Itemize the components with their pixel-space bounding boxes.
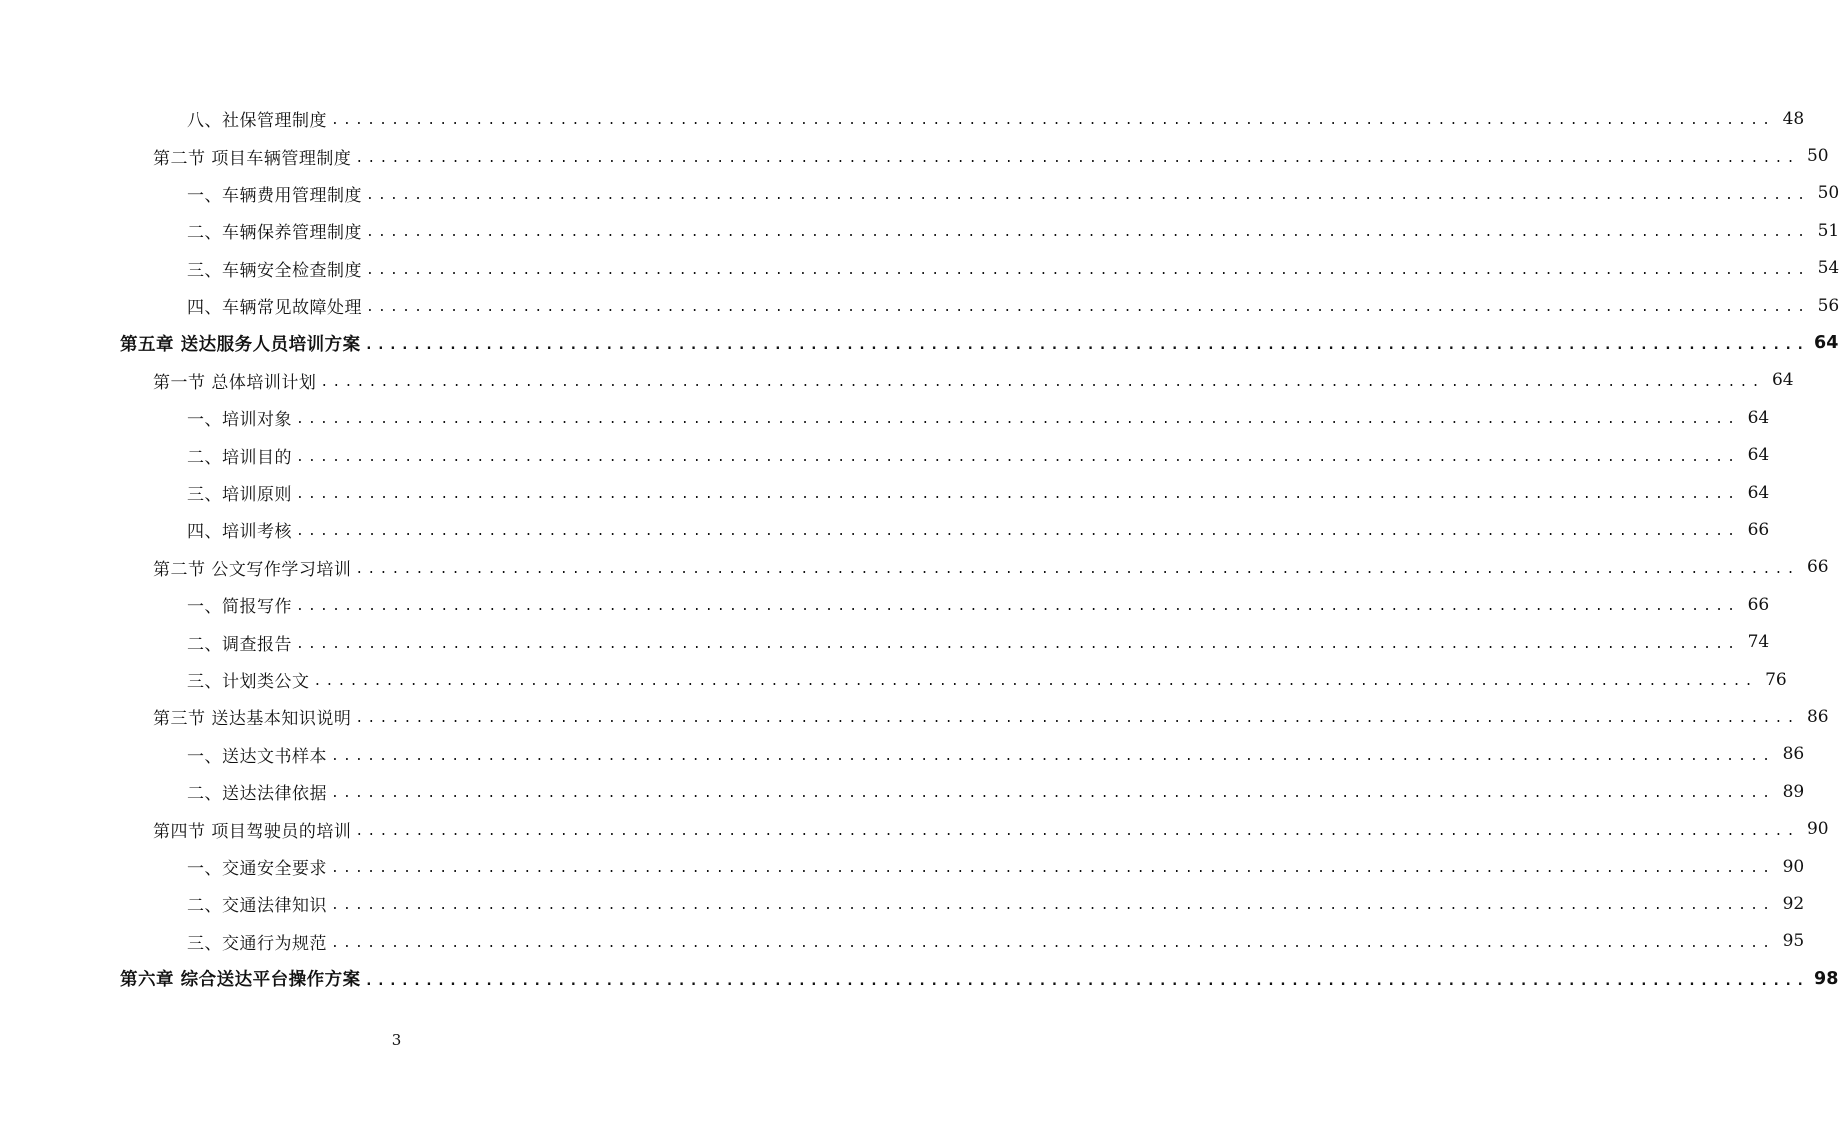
toc-entry-title: 三、车辆安全检查制度	[187, 260, 362, 281]
toc-dot-leader: ........................................................................................................................	[313, 674, 1757, 690]
toc-item-entry[interactable]	[0, 623, 1770, 660]
toc-section-entry[interactable]	[0, 549, 1829, 586]
toc-item-entry[interactable]	[0, 437, 1770, 474]
toc-dot-leader: ........................................................................................................................	[364, 972, 1809, 989]
toc-entry-title: 二、培训目的	[187, 447, 292, 468]
table-of-contents	[0, 100, 1839, 997]
toc-entry-title: 一、车辆费用管理制度	[187, 185, 362, 206]
toc-dot-leader: ........................................................................................................................	[331, 898, 1775, 914]
toc-entry-title: 一、送达文书样本	[187, 746, 327, 767]
toc-entry-title: 第三节 送达基本知识说明	[153, 709, 352, 730]
toc-entry-title: 三、培训原则	[187, 485, 292, 506]
toc-entry-title: 四、培训考核	[187, 522, 292, 543]
toc-item-entry[interactable]	[0, 923, 1805, 960]
toc-dot-leader: ........................................................................................................................	[366, 300, 1810, 316]
toc-entry-title: 第四节 项目驾驶员的培训	[153, 821, 352, 842]
toc-entry-page: 50	[1806, 146, 1829, 167]
toc-entry-title: 三、交通行为规范	[187, 933, 327, 954]
toc-dot-leader: ........................................................................................................................	[296, 412, 1740, 428]
toc-entry-page: 90	[1782, 856, 1805, 877]
toc-dot-leader: ........................................................................................................................	[355, 711, 1799, 727]
toc-dot-leader: ........................................................................................................................	[366, 187, 1810, 203]
toc-section-entry[interactable]	[0, 362, 1794, 399]
toc-entry-title: 二、送达法律依据	[187, 784, 327, 805]
toc-item-entry[interactable]	[0, 885, 1805, 922]
toc-item-entry[interactable]	[0, 773, 1805, 810]
toc-item-entry[interactable]	[0, 736, 1805, 773]
toc-dot-leader: ........................................................................................................................	[331, 935, 1775, 951]
toc-dot-leader: ........................................................................................................................	[331, 113, 1775, 129]
toc-chapter-entry[interactable]	[0, 324, 1839, 361]
toc-entry-title: 一、交通安全要求	[187, 859, 327, 879]
toc-entry-page: 48	[1782, 108, 1805, 129]
toc-entry-title: 第五章 送达服务人员培训方案	[120, 334, 361, 355]
toc-entry-page: 90	[1806, 819, 1829, 840]
toc-entry-page: 92	[1782, 893, 1805, 914]
toc-entry-page: 74	[1747, 632, 1770, 653]
toc-entry-page: 66	[1747, 594, 1770, 615]
toc-entry-title: 一、培训对象	[187, 410, 292, 431]
toc-entry-page: 86	[1782, 744, 1805, 765]
toc-entry-page: 89	[1782, 781, 1805, 802]
toc-dot-leader: ........................................................................................................................	[296, 636, 1740, 652]
toc-entry-title: 二、调查报告	[187, 634, 292, 655]
toc-entry-page: 86	[1806, 706, 1829, 727]
toc-entry-title: 第一节 总体培训计划	[153, 372, 317, 393]
toc-entry-title: 第二节 公文写作学习培训	[153, 559, 352, 580]
toc-entry-page: 64	[1747, 482, 1770, 503]
toc-item-entry[interactable]	[0, 848, 1805, 885]
toc-entry-page: 66	[1747, 519, 1770, 540]
toc-item-entry[interactable]	[0, 100, 1805, 137]
toc-entry-page: 98	[1814, 968, 1839, 989]
toc-entry-title: 二、交通法律知识	[187, 896, 327, 917]
toc-section-entry[interactable]	[0, 810, 1829, 847]
toc-entry-page: 64	[1747, 445, 1770, 466]
toc-chapter-entry[interactable]	[0, 960, 1839, 997]
toc-item-entry[interactable]	[0, 175, 1839, 212]
toc-entry-title: 第二节 项目车辆管理制度	[153, 148, 352, 169]
toc-dot-leader: ........................................................................................................................	[364, 337, 1809, 354]
toc-section-entry[interactable]	[0, 698, 1829, 735]
toc-entry-page: 76	[1765, 669, 1787, 690]
toc-item-entry[interactable]	[0, 511, 1770, 548]
toc-dot-leader: ........................................................................................................................	[296, 524, 1740, 540]
toc-entry-title: 八、社保管理制度	[187, 111, 327, 132]
toc-entry-page: 50	[1817, 183, 1839, 204]
toc-entry-page: 95	[1782, 931, 1805, 952]
toc-item-entry[interactable]	[0, 212, 1839, 249]
toc-dot-leader: ........................................................................................................................	[355, 823, 1799, 839]
toc-entry-page: 54	[1817, 258, 1839, 279]
toc-dot-leader: ........................................................................................................................	[355, 150, 1799, 166]
toc-item-entry[interactable]	[0, 474, 1770, 511]
page-number: 3	[391, 1031, 402, 1049]
toc-entry-page: 56	[1817, 295, 1839, 316]
toc-dot-leader: ........................................................................................................................	[331, 748, 1775, 764]
toc-dot-leader: ........................................................................................................................	[331, 861, 1775, 876]
toc-item-entry[interactable]	[0, 250, 1839, 287]
toc-item-entry[interactable]	[0, 287, 1839, 324]
toc-entry-title: 第六章 综合送达平台操作方案	[120, 970, 361, 991]
toc-dot-leader: ........................................................................................................................	[366, 225, 1810, 241]
toc-entry-title: 三、计划类公文	[187, 672, 310, 693]
toc-dot-leader: ........................................................................................................................	[366, 262, 1810, 278]
toc-section-entry[interactable]	[0, 137, 1829, 174]
toc-dot-leader: ........................................................................................................................	[355, 561, 1799, 577]
toc-entry-page: 64	[1771, 370, 1794, 391]
toc-dot-leader: ........................................................................................................................	[296, 487, 1740, 503]
toc-item-entry[interactable]	[0, 399, 1770, 436]
toc-entry-title: 二、车辆保养管理制度	[187, 223, 362, 244]
toc-item-entry[interactable]	[0, 586, 1770, 623]
toc-entry-page: 64	[1747, 407, 1770, 428]
toc-entry-title: 四、车辆常见故障处理	[187, 298, 362, 319]
toc-entry-page: 64	[1814, 333, 1839, 354]
toc-entry-page: 66	[1806, 557, 1829, 578]
toc-dot-leader: ........................................................................................................................	[296, 599, 1740, 615]
toc-dot-leader: ........................................................................................................................	[320, 374, 1764, 390]
toc-entry-title: 一、简报写作	[187, 597, 292, 618]
toc-dot-leader: ........................................................................................................................	[296, 449, 1740, 465]
toc-item-entry[interactable]	[0, 661, 1787, 698]
toc-dot-leader: ........................................................................................................................	[331, 786, 1775, 802]
toc-entry-page: 51	[1817, 220, 1839, 241]
